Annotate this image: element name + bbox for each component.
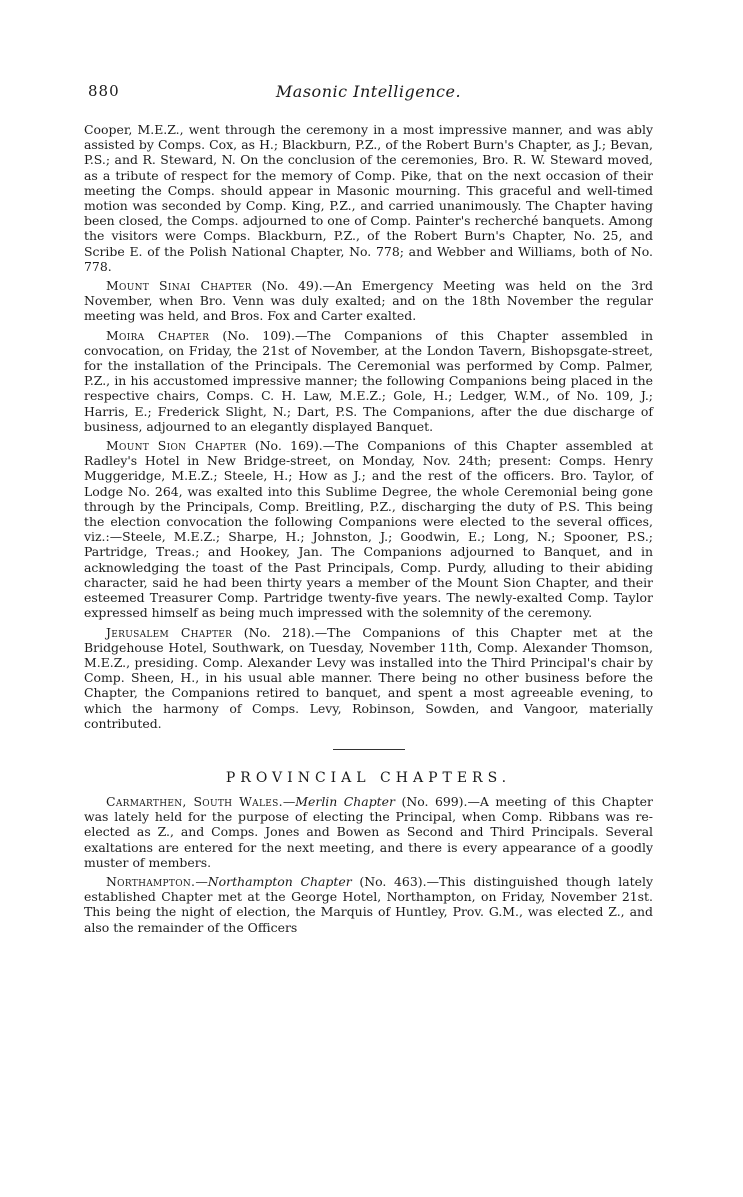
chapter-name: —Merlin Chapter [282,793,395,809]
paragraph-text: (No. 109).—The Companions of this Chapter assembled in convocation, on Friday, the 21st of November, at the London Tavern, Bishopsgate-street, for the installation of the Principals. The Ceremonial was performed by Comp. Palmer, P.Z., in his accustomed impressive manner; the following Companions being placed in the respective chairs, Comps. C. H. Law, M.E.Z.; Gole, H.; Ledger, W.M., of No. 109, J.; Harris, E.; Frederick Slight, N.; Dart, P.S. The Companions, after the due discharge of business, adjourned to an elegantly displayed Banquet. [84,327,653,434]
paragraph-text: (No. 169).—The Companions of this Chapter assembled at Radley's Hotel in New Bridge-street, on Monday, Nov. 24th; present: Comps. Henry Muggeridge, M.E.Z.; Steele, H.; How as J.; and the rest of the officers. Bro. Taylor, of Lodge No. 264, was exalted into this Sublime Degree, the whole Ceremonial being gone through by the Principals, Comp. Breitling, P.Z., discharging the duty of P.S. This being the election convocation the following Companions were elected to the several offices, viz.:—Steele, M.E.Z.; Sharpe, H.; Johnston, J.; Goodwin, E.; Long, N.; Spooner, P.S.; Partridge, Treas.; and Hookey, Jan. The Companions adjourned to Banquet, and in acknowledging the toast of the Past Principals, Comp. Purdy, alluding to their abiding character, said he had been thirty years a member of the Mount Sion Chapter, and their esteemed Treasurer Comp. Partridge twenty-five years. The newly-exalted Comp. Taylor expressed himself as being much impressed with the solemnity of the ceremony. [84,438,654,621]
paragraph-northampton [84,874,653,935]
paragraph-continuation [84,122,653,274]
chapter-name: Mount Sinai Chapter [106,278,252,294]
paragraph-text: (No. 49).—An Emergency Meeting was held on the 3rd November, when Bro. Venn was duly exalted; and on the 18th November the regular meeting was held, and Bros. Fox and Carter exalted. [84,278,653,324]
paragraph-moira [84,328,653,434]
paragraph-text: (No. 218).—The Companions of this Chapter met at the Bridgehouse Hotel, Southwark, on Tuesday, November 11th, Comp. Alexander Thomson, M.E.Z., presiding. Comp. Alexander Levy was installed into the Third Principal's chair by Comp. Sheen, H., in his usual able manner. There being no other business before the Chapter, the Companions retired to banquet, and spent a most agreeable evening, to which the harmony of Comps. Levy, Robinson, Sowden, and Vangoor, materially contributed. [84,624,653,731]
paragraph-mount-sion [84,438,653,620]
page [0,82,743,1197]
paragraph-text: (No. 463).—This distinguished though lately established Chapter met at the George Hotel, Northampton, on Friday, November 21st. This being the night of election, the Marquis of Huntley, Prov. G.M., was elected Z., and also the remainder of the Officers [84,873,653,935]
paragraph-jerusalem [84,625,653,731]
paragraph-carmarthen [84,794,653,870]
section-divider [333,749,405,750]
page-header [84,82,653,122]
chapter-name: Moira Chapter [106,327,210,343]
chapter-name: Jerusalem Chapter [106,624,233,640]
article-body [84,122,653,935]
paragraph-mount-sinai [84,278,653,324]
place-name: Carmarthen, South Wales. [106,793,283,809]
page-number: 880 [88,82,120,100]
chapter-name: —Northampton Chapter [195,873,352,889]
chapter-name: Mount Sion Chapter [106,438,247,454]
section-heading: PROVINCIAL CHAPTERS. [225,769,512,786]
paragraph-text: Cooper, M.E.Z., went through the ceremony in a most impressive manner, and was ably assisted by Comps. Cox, as H.; Blackburn, P.Z., of the Robert Burn's Chapter, as J.; Bevan, P.S.; and R. Steward, N. On the conclusion of the ceremonies, Bro. R. W. Steward moved, as a tribute of respect for the memory of Comp. Pike, that on the next occasion of their meeting the Comps. should appear in Masonic mourning. This graceful and well-timed motion was seconded by Comp. King, P.Z., and carried unanimously. The Chapter having been closed, the Comps. adjourned to one of Comp. Painter's recherché banquets. Among the visitors were Comps. Blackburn, P.Z., of the Robert Burn's Chapter, No. 25, and Scribe E. of the Polish National Chapter, No. 778; and Webber and Williams, both of No. 778. [84,122,653,274]
running-title: Masonic Intelligence. [275,82,462,101]
paragraph-text: (No. 699).—A meeting of this Chapter was lately held for the purpose of electing the Principal, when Comp. Ribbans was re-elected as Z., and Comps. Jones and Bowen as Second and Third Principals. Several exaltations are entered for the next meeting, and there is every appearance of a goodly muster of members. [84,793,653,870]
place-name: Northampton. [106,873,196,889]
